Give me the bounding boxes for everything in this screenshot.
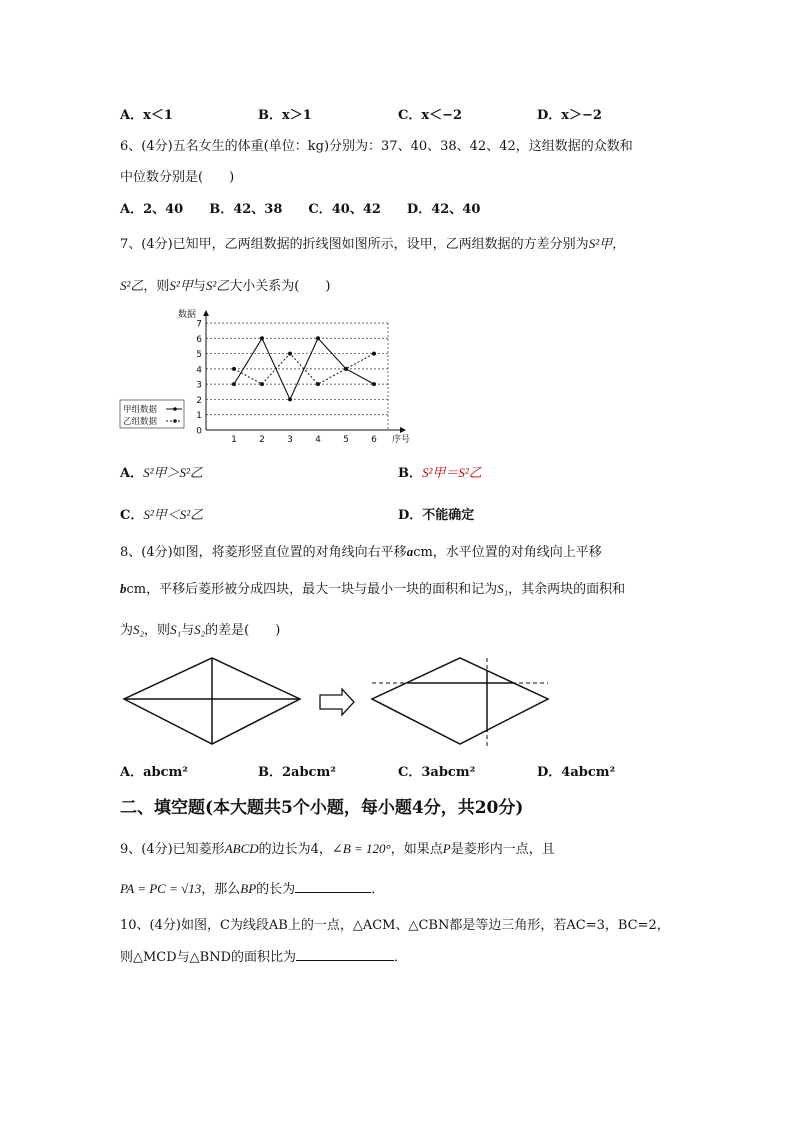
q9-line2: [120, 878, 384, 897]
q9-line2-end: ．: [371, 882, 385, 897]
q8-line1: [120, 541, 602, 560]
q7-option-c-label: C．: [120, 508, 144, 523]
data-point-jia: [316, 336, 320, 340]
q10-line2-end: ．: [394, 950, 408, 965]
legend-label: 乙组数据: [123, 417, 158, 427]
data-point-yi: [232, 367, 236, 371]
q7-option-b-label: B．: [398, 466, 422, 481]
q8-s2b: S₂: [194, 622, 206, 637]
q7-option-a-expr: S²甲＞S²乙: [143, 465, 203, 480]
legend-marker: [173, 419, 177, 423]
y-tick-label: 6: [196, 334, 202, 345]
q8-line3-mid: ，则: [144, 623, 171, 638]
q8-s2: S₂: [133, 622, 145, 637]
data-point-yi: [316, 382, 320, 386]
q7-line1-text: 7、(4分)已知甲，乙两组数据的折线图如图所示，设甲，乙两组数据的方差分别为: [120, 237, 589, 252]
q9-answer-blank[interactable]: [295, 878, 371, 893]
q8-line3-end: 的差是( ): [205, 623, 281, 638]
q8-s1: S₁: [497, 581, 509, 596]
q8-line1-rest: cm，水平位置的对角线向上平移: [413, 545, 602, 560]
x-tick-label: 6: [371, 435, 377, 445]
q6-line1: 6、(4分)五名女生的体重(单位：kg)分别为：37、40、38、42、42，这组数据的众数和: [120, 139, 633, 154]
data-point-yi: [344, 367, 348, 371]
q8-option-b: B．2abcm²: [258, 765, 336, 780]
data-point-yi: [372, 352, 376, 356]
q8-line1-text: 8、(4分)如图，将菱形竖直位置的对角线向右平移: [120, 545, 407, 560]
q8-line2: [120, 578, 625, 597]
q10-answer-blank[interactable]: [296, 946, 394, 961]
rhombus-right-outline: [372, 658, 548, 744]
q7-line1-symbol: S²甲，: [588, 236, 626, 251]
q8-line2-rest: cm，平移后菱形被分成四块，最大一块与最小一块的面积和记为: [126, 582, 498, 597]
q7-line2: [120, 275, 330, 294]
data-point-jia: [260, 336, 264, 340]
x-tick-label: 4: [315, 435, 321, 445]
y-tick-label: 7: [196, 319, 202, 330]
data-point-yi: [288, 352, 292, 356]
q8-b: b: [120, 581, 127, 596]
y-tick-label: 2: [196, 395, 202, 406]
q7-option-a-label: A．: [120, 466, 144, 481]
legend-marker: [173, 407, 177, 411]
rhombus-right: [372, 658, 548, 746]
q8-line2-end: ，其余两块的面积和: [508, 582, 626, 597]
q10-line2-text: 则△MCD与△BND的面积比为: [120, 950, 297, 965]
q9-angle: ∠B = 120°: [331, 841, 391, 856]
q8-s1b: S₁: [170, 622, 182, 637]
q5-option-d: D．x＞−2: [537, 108, 602, 123]
q8-option-c: C．3abcm²: [398, 765, 476, 780]
data-point-jia: [288, 397, 292, 401]
rhombus-left: [124, 658, 300, 744]
y-tick-label: 4: [196, 365, 202, 376]
x-axis-arrow-icon: [400, 427, 406, 433]
q8-option-a: A．abcm²: [120, 765, 188, 780]
y-tick-label: 1: [196, 411, 202, 422]
q8-a: a: [406, 544, 414, 559]
q6-options: A．2、40 B．42、38 C．40、42 D．42、40: [120, 202, 481, 217]
q9-bp: BP: [240, 881, 257, 896]
right-arrow-icon: [320, 689, 354, 715]
q6-line2: 中位数分别是( ): [120, 170, 235, 185]
q5-option-b: B．x＞1: [258, 108, 312, 123]
x-axis-label: 序号: [392, 435, 411, 445]
data-point-jia: [372, 382, 376, 386]
q8-line3: [120, 619, 280, 638]
q7-line2-text-2: 与: [192, 279, 206, 294]
y-axis-label: 数据: [178, 310, 197, 320]
q7-option-a: [120, 462, 203, 481]
q9-expr: PA = PC = √13: [120, 881, 202, 896]
q9-line1: [120, 838, 555, 857]
q7-line2-text-3: 大小关系为( ): [229, 279, 331, 294]
q9-line2-b: ，那么: [201, 882, 241, 897]
q9-line1-d: 是菱形内一点，且: [450, 842, 555, 857]
q7-s-yi-1: S²乙: [120, 278, 144, 293]
q7-option-b: [398, 462, 482, 481]
x-tick-label: 3: [287, 435, 293, 445]
q8-line3-start: 为: [120, 623, 134, 638]
q9-line2-c: 的长为: [256, 882, 296, 897]
q9-line1-a: 9、(4分)已知菱形: [120, 842, 225, 857]
data-point-jia: [232, 382, 236, 386]
q7-option-c-expr: S²甲＜S²乙: [143, 507, 204, 522]
q10-line1: 10、(4分)如图，C为线段AB上的一点，△ACM、△CBN都是等边三角形，若AC=3，BC=2，: [120, 918, 670, 933]
q7-option-c: [120, 504, 203, 523]
x-tick-label: 5: [343, 435, 349, 445]
q7-line2-text-1: ，则: [143, 279, 170, 294]
y-tick-label: 3: [196, 380, 202, 391]
q7-option-d: D．不能确定: [398, 508, 475, 523]
q7-option-b-expr: S²甲＝S²乙: [422, 465, 482, 480]
x-tick-label: 1: [231, 435, 237, 445]
legend-label: 甲组数据: [123, 405, 158, 415]
q9-p: P: [442, 841, 451, 856]
line-chart: [118, 306, 418, 446]
y-tick-label: 5: [196, 350, 202, 361]
x-tick-label: 2: [259, 435, 265, 445]
q5-option-c: C．x＜−2: [398, 108, 463, 123]
q7-line1: [120, 233, 625, 252]
section-title: 二、填空题(本大题共5个小题，每小题4分，共20分): [120, 798, 524, 818]
q5-option-a: A．x＜1: [120, 108, 173, 123]
q9-line1-c: ，如果点: [390, 842, 443, 857]
q10-line2: [120, 946, 407, 965]
q9-line1-b: 的边长为4，: [258, 842, 332, 857]
data-point-yi: [260, 382, 264, 386]
q7-s-yi-2: S²乙: [205, 278, 230, 293]
y-tick-label: 0: [196, 426, 202, 437]
q8-option-d: D．4abcm²: [537, 765, 616, 780]
y-axis-arrow-icon: [203, 310, 209, 316]
q9-abcd: ABCD: [224, 841, 259, 856]
q8-line3-mid2: 与: [181, 623, 195, 638]
q7-s-jia: S²甲: [169, 278, 193, 293]
rhombus-figure: [118, 650, 558, 752]
